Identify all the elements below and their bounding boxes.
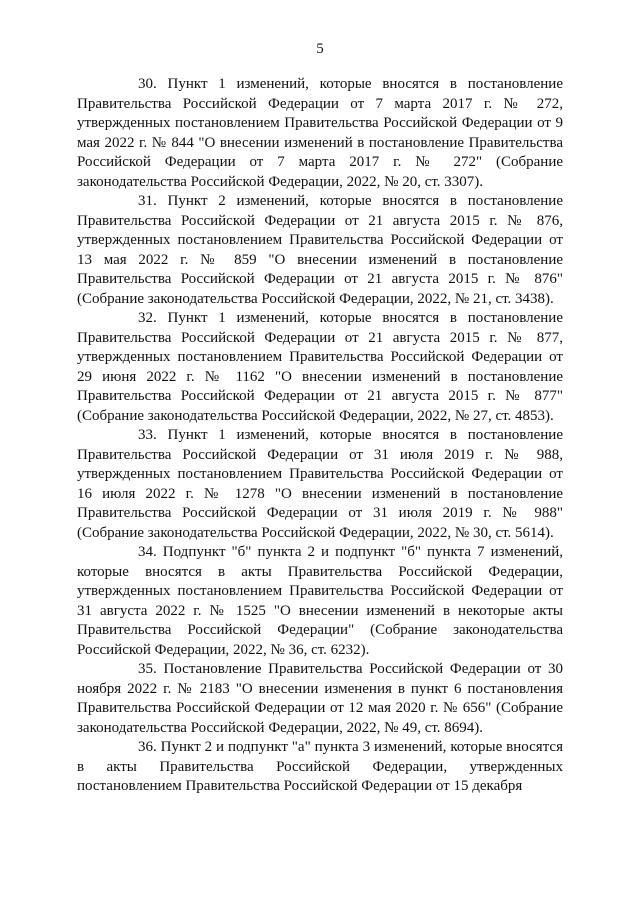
document-body xyxy=(77,75,563,797)
paragraph-36: 36. Пункт 2 и подпункт "а" пункта 3 изменений, которые вносятся в акты Правительства Российской Федерации, утвержденных постановлением Правительства Российской Федерации от 15 декабря xyxy=(77,739,563,794)
paragraph-34: 34. Подпункт "б" пункта 2 и подпункт "б" пункта 7 изменений, которые вносятся в акты Правительства Российской Федерации, утвержденных постановлением Правительства Российской Федерации от 31 августа 2022 г. № 1525 "О внесении изменений в некоторые акты Правительства Российской Федерации" (Собрание законодательства Российской Федерации, 2022, № 36, ст. 6232). xyxy=(77,544,563,658)
page-number: 5 xyxy=(316,41,324,57)
paragraph-33: 33. Пункт 1 изменений, которые вносятся в постановление Правительства Российской Федерации от 31 июля 2019 г. № 988, утвержденных постановлением Правительства Российской Федерации от 16 июля 2022 г. № 1278 "О внесении изменений в постановление Правительства Российской Федерации от 31 июля 2019 г. № 988" (Собрание законодательства Российской Федерации, 2022, № 30, ст. 5614). xyxy=(77,427,563,541)
paragraph-35: 35. Постановление Правительства Российской Федерации от 30 ноября 2022 г. № 2183 "О внесении изменения в пункт 6 постановления Правительства Российской Федерации от 12 мая 2020 г. № 656" (Собрание законодательства Российской Федерации, 2022, № 49, ст. 8694). xyxy=(77,661,563,736)
paragraph-32: 32. Пункт 1 изменений, которые вносятся в постановление Правительства Российской Федерации от 21 августа 2015 г. № 877, утвержденных постановлением Правительства Российской Федерации от 29 июня 2022 г. № 1162 "О внесении изменений в постановление Правительства Российской Федерации от 21 августа 2015 г. № 877" (Собрание законодательства Российской Федерации, 2022, № 27, ст. 4853). xyxy=(77,310,563,424)
paragraph-30: 30. Пункт 1 изменений, которые вносятся в постановление Правительства Российской Федерации от 7 марта 2017 г. № 272, утвержденных постановлением Правительства Российской Федерации от 9 мая 2022 г. № 844 "О внесении изменений в постановление Правительства Российской Федерации от 7 марта 2017 г. № 272" (Собрание законодательства Российской Федерации, 2022, № 20, ст. 3307). xyxy=(77,76,563,190)
paragraph-31: 31. Пункт 2 изменений, которые вносятся в постановление Правительства Российской Федерации от 21 августа 2015 г. № 876, утвержденных постановлением Правительства Российской Федерации от 13 мая 2022 г. № 859 "О внесении изменений в постановление Правительства Российской Федерации от 21 августа 2015 г. № 876" (Собрание законодательства Российской Федерации, 2022, № 21, ст. 3438). xyxy=(77,193,563,307)
